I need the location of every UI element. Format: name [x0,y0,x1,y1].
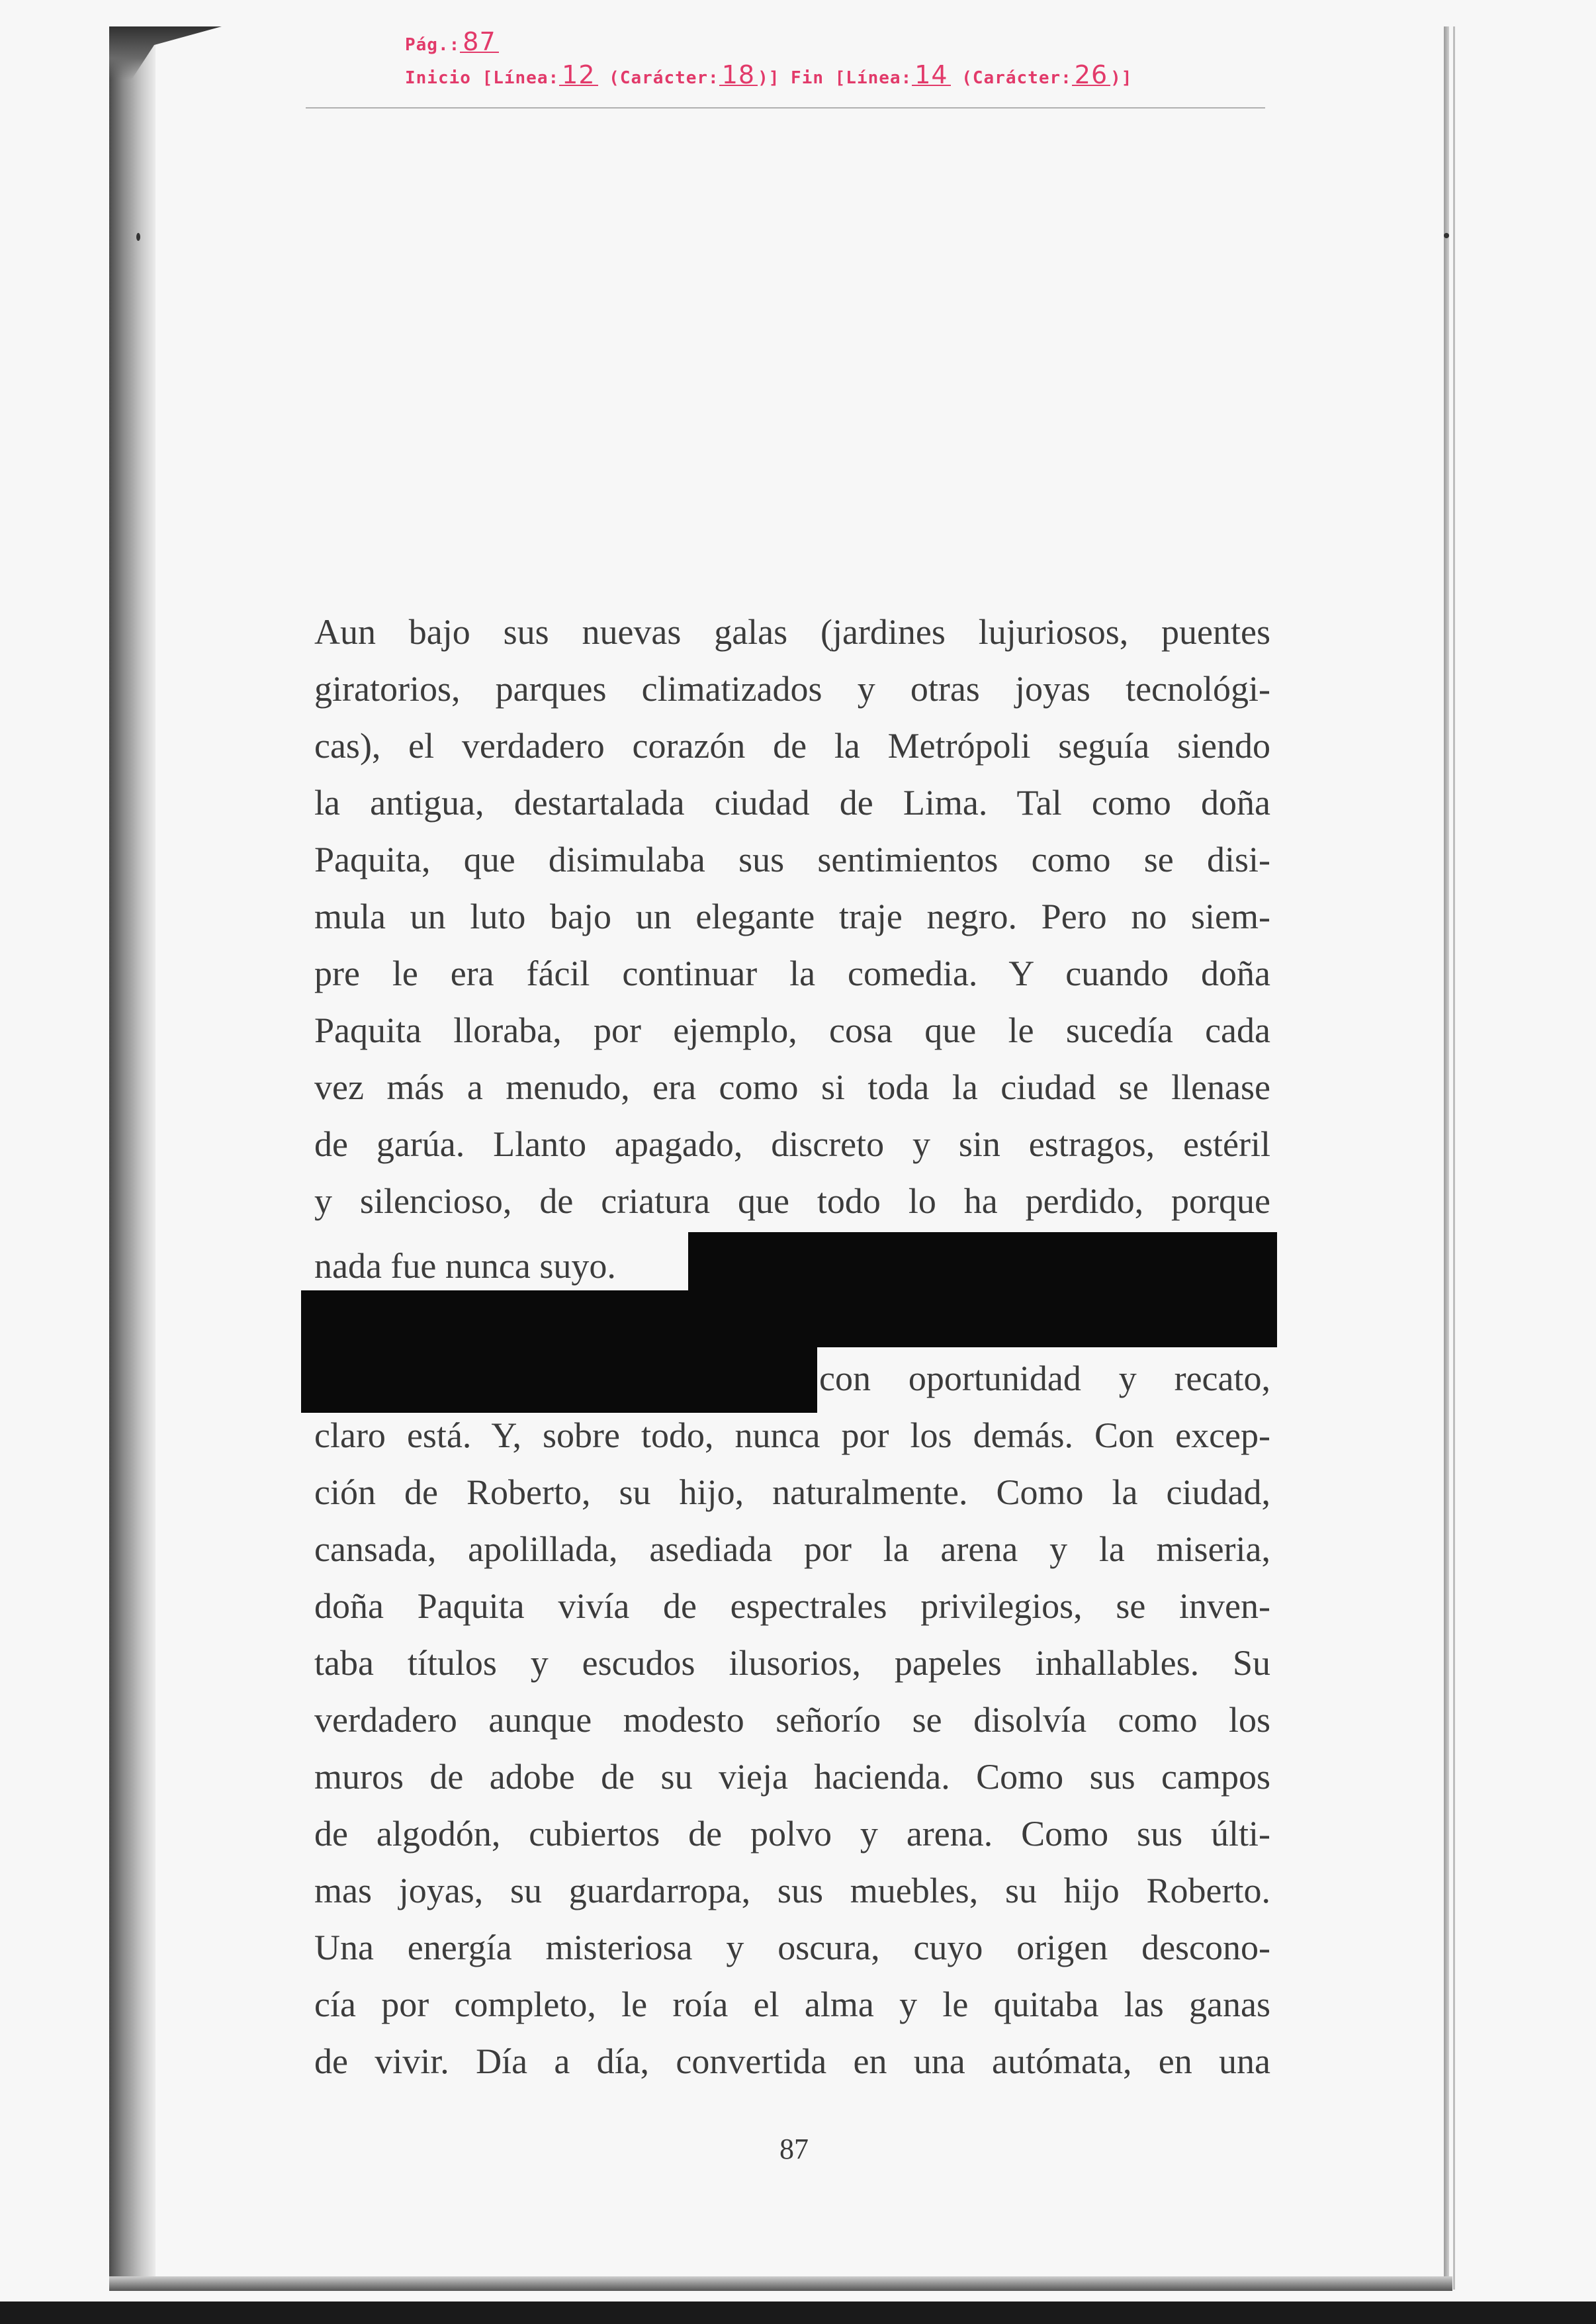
stamp-range-line [405,60,1133,89]
text-line: giratorios, parques climatizados y otras joyas tecnológi- [314,669,1270,709]
text-line: con oportunidad y recato, [819,1359,1270,1398]
text-line: muros de adobe de su vieja hacienda. Como sus campos [314,1757,1270,1797]
text-line: nada fue nunca suyo. [314,1246,616,1286]
text-line: Una energía misteriosa y oscura, cuyo origen descono- [314,1928,1270,1967]
text-line: mas joyas, su guardarropa, sus muebles, su hijo Roberto. [314,1871,1270,1910]
scanner-bottom-band [0,2302,1596,2324]
redaction-block [301,1290,1277,1347]
text-line: de algodón, cubiertos de polvo y arena. Como sus últi- [314,1814,1270,1854]
redaction-block [688,1232,1277,1294]
text-line: doña Paquita vivía de espectrales privilegios, se inven- [314,1586,1270,1626]
text-line: cansada, apolillada, asediada por la arena y la miseria, [314,1529,1270,1569]
text-line: verdadero aunque modesto señorío se disolvía como los [314,1700,1270,1740]
binding-shadow [109,26,155,2290]
text-line: pre le era fácil continuar la comedia. Y cuando doña [314,954,1270,993]
text-line: mula un luto bajo un elegante traje negro. Pero no siem- [314,897,1270,936]
page-bottom-edge [109,2276,1452,2291]
page-number: 87 [779,2133,809,2165]
stamp-inicio-label: Inicio [Línea: [405,68,560,88]
text-line: Aun bajo sus nuevas galas (jardines lujuriosos, puentes [314,612,1270,652]
stamp-page-line [405,27,499,56]
stamp-fin-label: )] Fin [Línea: [758,68,912,88]
redaction-block [301,1343,817,1413]
page-right-edge-line [1453,26,1455,2290]
text-line: taba títulos y escudos ilusorios, papeles inhallables. Su [314,1643,1270,1683]
text-line: cía por completo, le roía el alma y le quitaba las ganas [314,1985,1270,2024]
text-line: claro está. Y, sobre todo, nunca por los demás. Con excep- [314,1415,1270,1455]
stamp-caracter-label: (Carácter: [609,68,719,88]
text-line: y silencioso, de criatura que todo lo ha perdido, porque [314,1181,1270,1221]
text-line: la antigua, destartalada ciudad de Lima. Tal como doña [314,783,1270,823]
stamp-inicio-linea: 12 [559,65,598,86]
stamp-inicio-caracter: 18 [719,65,758,86]
stamp-caracter-label: (Carácter: [961,68,1072,88]
stamp-fin-linea: 14 [912,65,950,86]
text-line: de garúa. Llanto apagado, discreto y sin estragos, estéril [314,1124,1270,1164]
stamp-page-label: Pág.: [405,35,461,55]
header-rule [306,107,1265,109]
binding-corner-shadow [109,26,222,79]
text-line: ción de Roberto, su hijo, naturalmente. Como la ciudad, [314,1472,1270,1512]
stamp-fin-caracter: 26 [1072,65,1110,86]
stamp-page-value: 87 [460,32,498,53]
text-line: Paquita, que disimulaba sus sentimientos como se disi- [314,840,1270,879]
margin-speck [136,233,140,241]
text-line: de vivir. Día a día, convertida en una autómata, en una [314,2041,1270,2081]
text-line: cas), el verdadero corazón de la Metrópoli seguía siendo [314,726,1270,766]
text-line: vez más a menudo, era como si toda la ciudad se llenase [314,1067,1270,1107]
page-right-edge [1444,26,1449,2290]
text-line: Paquita lloraba, por ejemplo, cosa que le sucedía cada [314,1010,1270,1050]
stamp-close: )] [1110,68,1133,88]
margin-speck [1444,233,1449,238]
